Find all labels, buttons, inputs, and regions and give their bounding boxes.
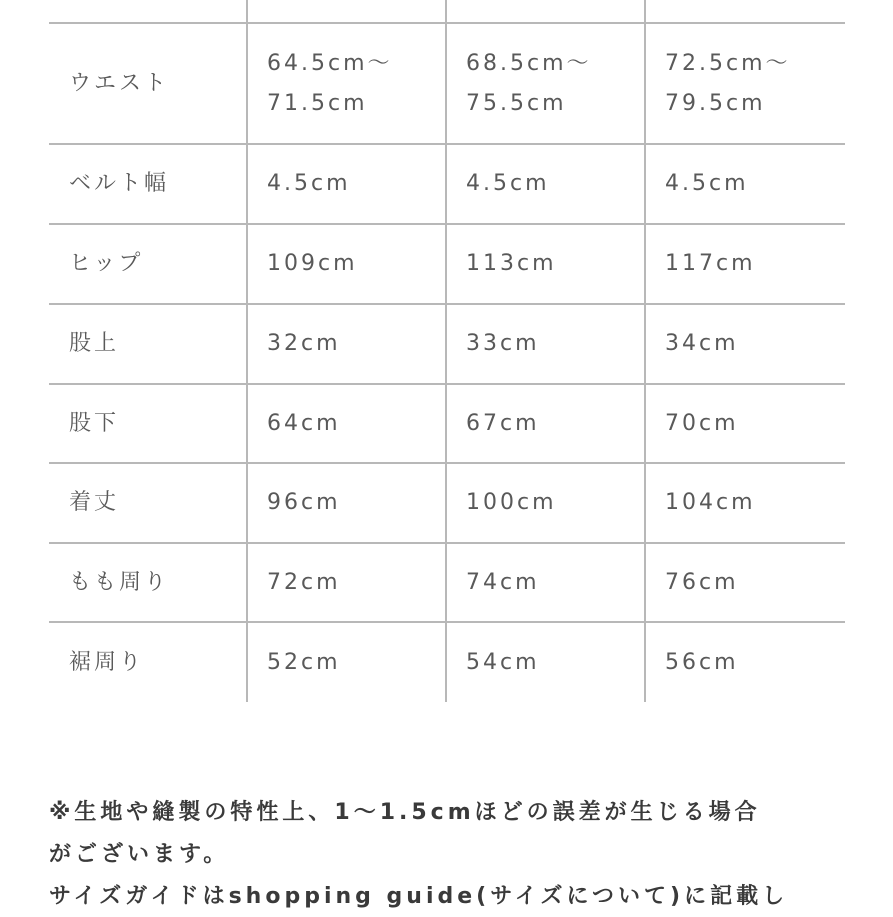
size-value-cell: 104cm [665, 490, 756, 515]
size-value-cell: 74cm [466, 570, 540, 595]
size-value-cell: 109cm [267, 251, 358, 276]
size-value-cell: 72cm [267, 570, 341, 595]
tolerance-note: ※生地や縫製の特性上、1〜1.5cmほどの誤差が生じる場合 [49, 800, 761, 825]
row-label: 股上 [69, 331, 120, 356]
row-label: 裾周り [69, 649, 145, 675]
value-line: 79.5cm [665, 91, 766, 116]
size-value-cell [665, 24, 791, 144]
value-line: 68.5cm〜 [466, 51, 592, 76]
table-row-hip [49, 223, 845, 303]
table-row-belt-width [49, 143, 845, 223]
value-line: 72.5cm〜 [665, 51, 791, 76]
table-row-hem [49, 621, 845, 702]
table-row-thigh [49, 542, 845, 622]
size-value-cell: 56cm [665, 649, 739, 675]
table-row-waist [49, 22, 845, 144]
row-label: 股下 [69, 411, 120, 436]
row-label: もも周り [69, 570, 170, 595]
size-value-cell [466, 24, 592, 144]
size-value-cell: 113cm [466, 251, 557, 276]
size-value-cell: 4.5cm [267, 171, 351, 196]
size-value-cell: 32cm [267, 331, 341, 356]
size-value-cell: 76cm [665, 570, 739, 595]
size-value-cell: 34cm [665, 331, 739, 356]
size-value-cell: 96cm [267, 490, 341, 515]
table-row-partial [49, 0, 845, 23]
size-value-cell: 64cm [267, 411, 341, 436]
size-value-cell [267, 24, 393, 144]
table-row-rise [49, 303, 845, 383]
size-value-cell: 52cm [267, 649, 341, 675]
tolerance-note-continued: がございます。 [49, 842, 230, 867]
size-value-cell: 4.5cm [665, 171, 749, 196]
size-guide-note: サイズガイドはshopping guide(サイズについて)に記載し [49, 884, 789, 909]
value-line: 75.5cm [466, 91, 567, 116]
table-row-length [49, 462, 845, 542]
row-label: ヒップ [69, 251, 144, 276]
size-value-cell: 70cm [665, 411, 739, 436]
value-line: 71.5cm [267, 91, 368, 116]
row-label: 着丈 [69, 490, 120, 515]
size-value-cell: 54cm [466, 649, 540, 675]
size-value-cell: 33cm [466, 331, 540, 356]
table-row-inseam [49, 383, 845, 463]
size-value-cell: 4.5cm [466, 171, 550, 196]
size-value-cell: 67cm [466, 411, 540, 436]
size-value-cell: 117cm [665, 251, 756, 276]
row-label: ベルト幅 [69, 171, 170, 196]
size-value-cell: 100cm [466, 490, 557, 515]
row-label: ウエスト [69, 71, 170, 96]
value-line: 64.5cm〜 [267, 51, 393, 76]
